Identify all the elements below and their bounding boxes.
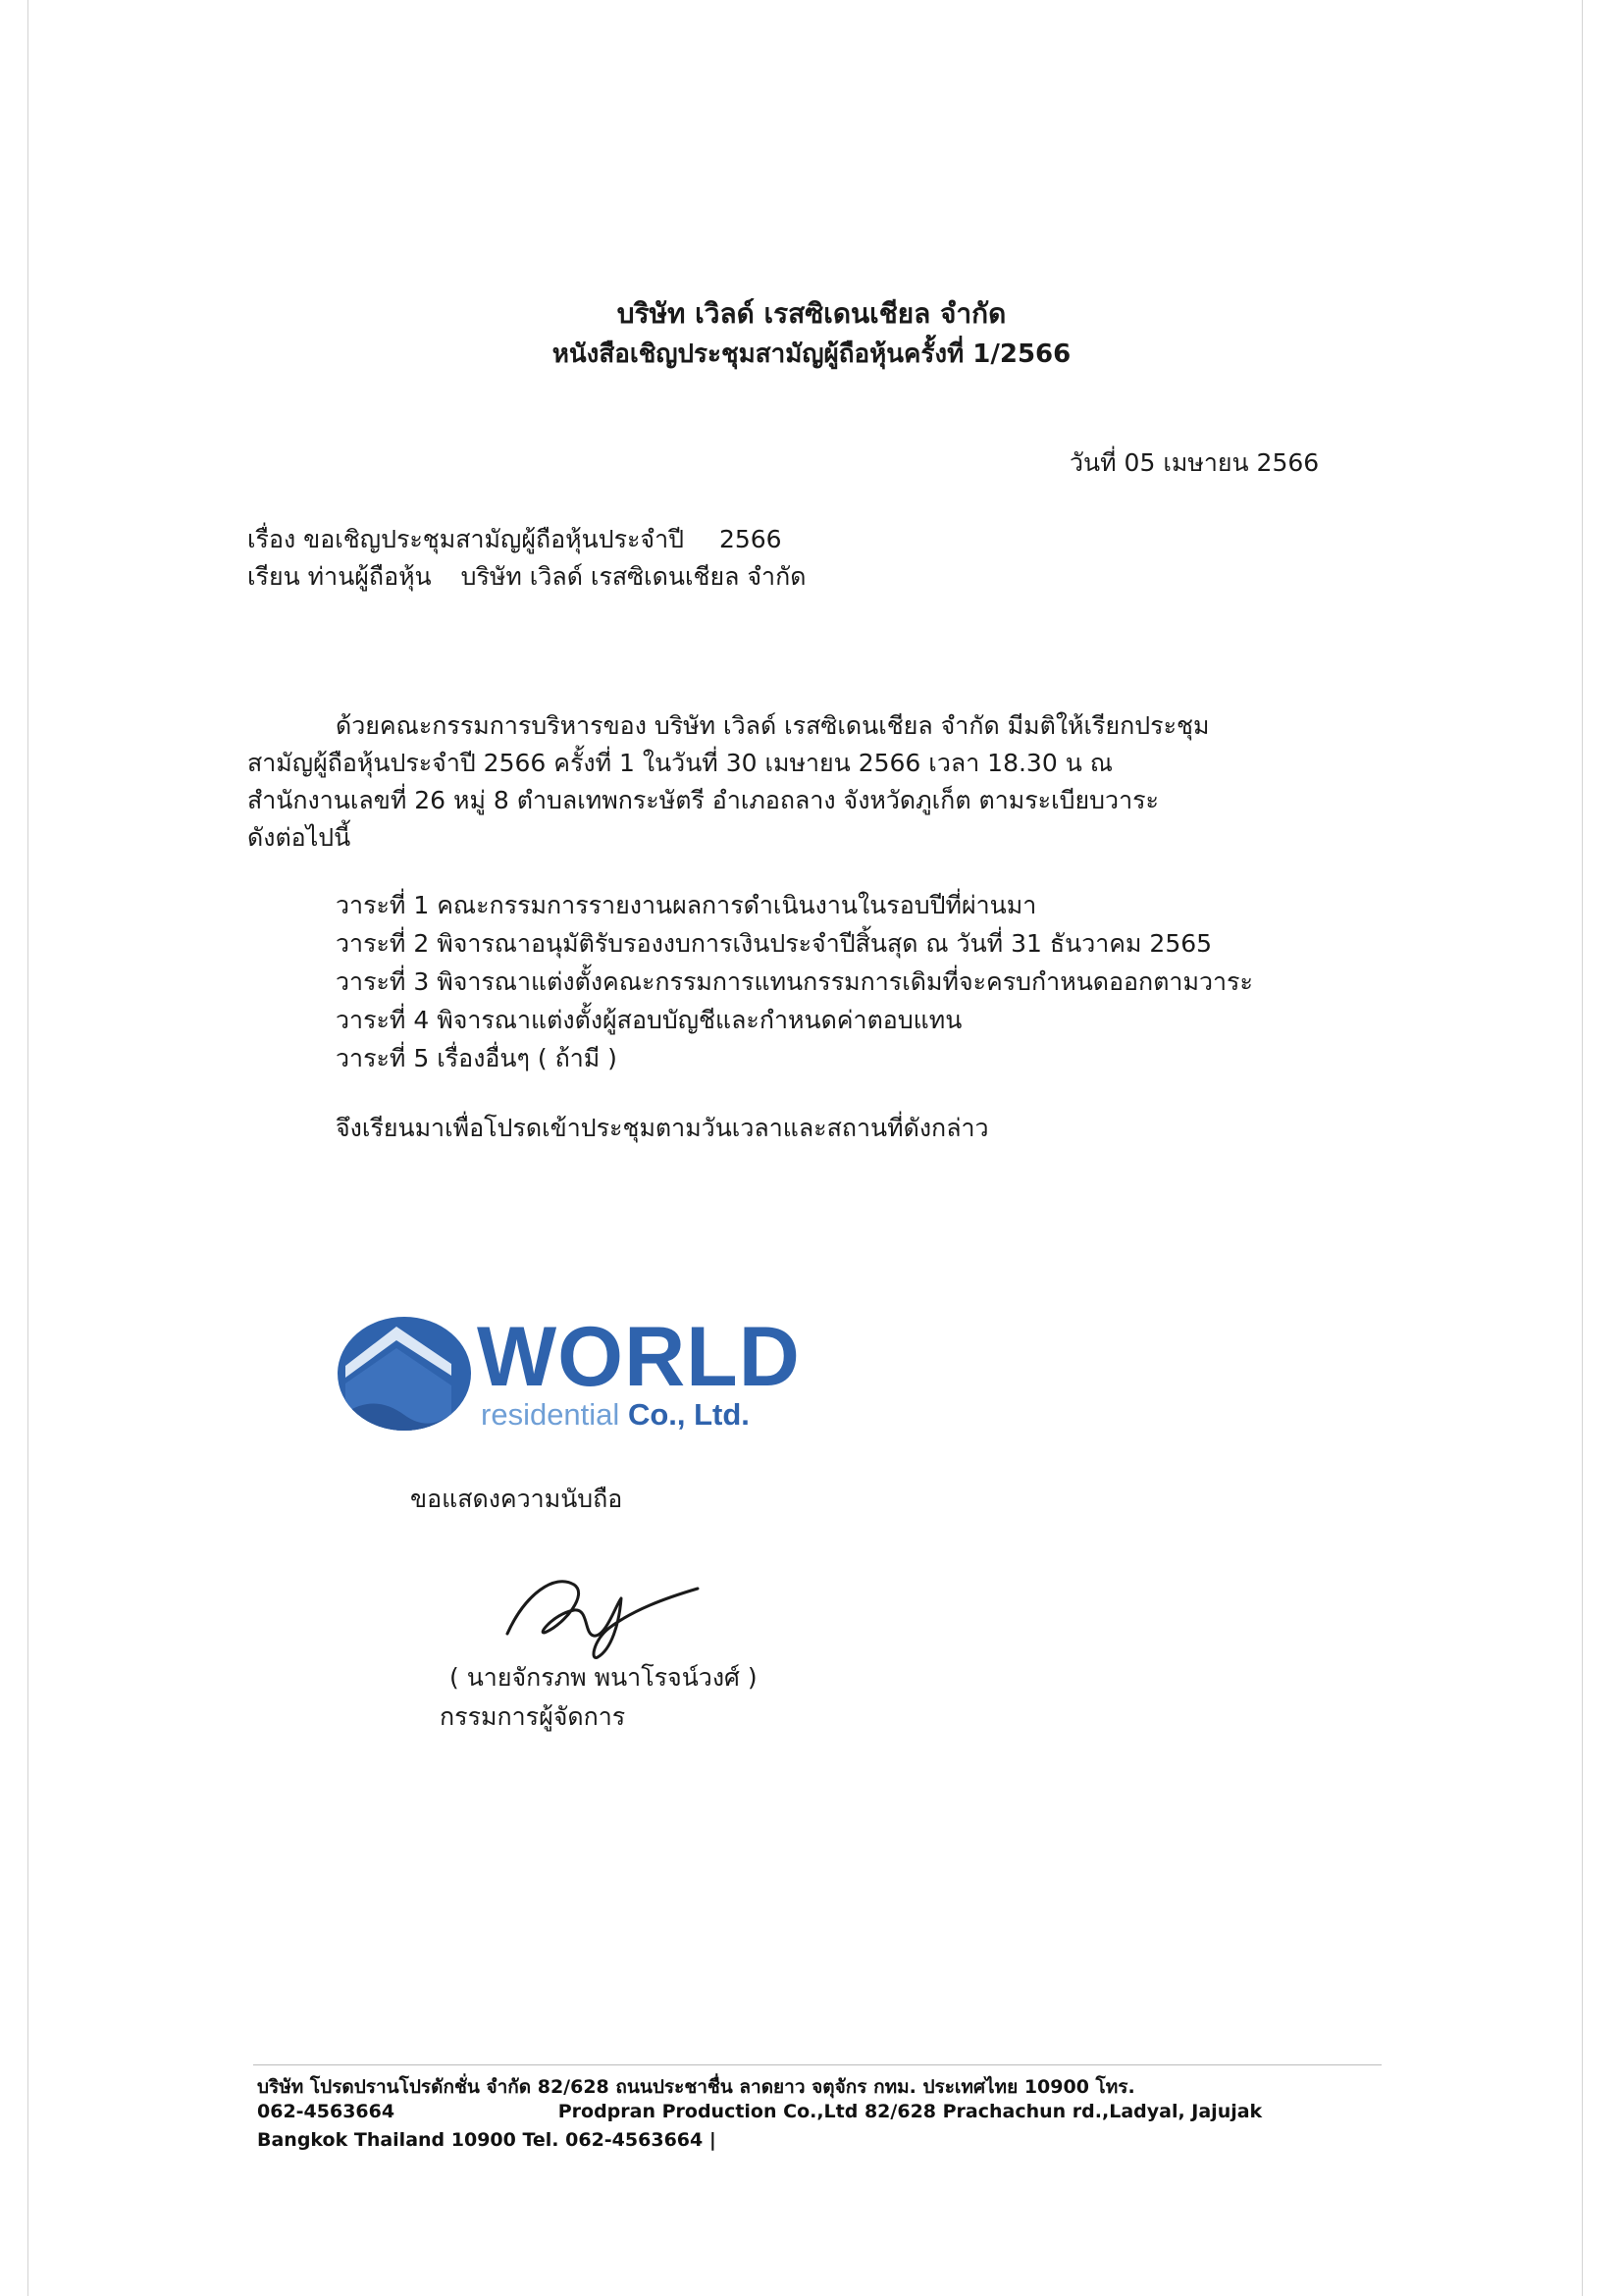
- recipient-line: [247, 557, 806, 597]
- logo-subtitle: [481, 1397, 750, 1433]
- agenda-item: วาระที่ 3 พิจารณาแต่งตั้งคณะกรรมการแทนกรรมการเดิมที่จะครบกำหนดออกตามวาระ: [336, 967, 1253, 996]
- footer-phone: 062-4563664: [257, 2101, 395, 2122]
- signatory-position: กรรมการผู้จัดการ: [440, 1702, 626, 1731]
- agenda-item: วาระที่ 5 เรื่องอื่นๆ ( ถ้ามี ): [336, 1044, 617, 1072]
- agenda-item: วาระที่ 1 คณะกรรมการรายงานผลการดำเนินงานในรอบปีที่ผ่านมา: [336, 891, 1037, 919]
- logo-sub-bold: Co., Ltd.: [627, 1397, 750, 1432]
- handwritten-signature: [496, 1555, 721, 1663]
- footer-rule: [253, 2064, 1382, 2065]
- subject-year: 2566: [718, 525, 782, 553]
- agenda-item: วาระที่ 4 พิจารณาแต่งตั้งผู้สอบบัญชีและกำหนดค่าตอบแทน: [336, 1006, 963, 1034]
- body-line: ดังต่อไปนี้: [247, 823, 351, 852]
- body-line: สามัญผู้ถือหุ้นประจำปี 2566 ครั้งที่ 1 ในวันที่ 30 เมษายน 2566 เวลา 18.30 น ณ: [247, 749, 1113, 777]
- regards-text: ขอแสดงความนับถือ: [410, 1485, 623, 1513]
- recipient-text: ท่านผู้ถือหุ้น: [307, 562, 432, 591]
- company-name: บริษัท เวิลด์ เรสซิเดนเชียล จำกัด: [616, 297, 1007, 330]
- subject-label: เรื่อง: [247, 525, 296, 553]
- closing-text: จึงเรียนมาเพื่อโปรดเข้าประชุมตามวันเวลาและสถานที่ดังกล่าว: [336, 1114, 989, 1142]
- signatory-name: ( นายจักรภพ พนาโรจน์วงศ์ ): [449, 1663, 758, 1692]
- footer-line-thai: บริษัท โปรดปรานโปรดักชั่น จำกัด 82/628 ถนนประชาชื่น ลาดยาว จตุจักร กทม. ประเทศไทย 10900 โทร.: [257, 2076, 1135, 2098]
- footer-english-address: Prodpran Production Co.,Ltd 82/628 Prachachun rd.,Ladyal, Jajujak: [557, 2101, 1263, 2122]
- recipient-label: เรียน: [247, 562, 300, 591]
- subject-line: [247, 520, 782, 559]
- company-logo: [336, 1305, 816, 1442]
- logo-word: WORLD: [477, 1310, 801, 1404]
- subject-text: ขอเชิญประชุมสามัญผู้ถือหุ้นประจำปี: [303, 525, 684, 553]
- recipient-company: บริษัท เวิลด์ เรสซิเดนเชียล จำกัด: [460, 562, 807, 591]
- logo-globe-icon: [336, 1305, 473, 1442]
- agenda-item: วาระที่ 2 พิจารณาอนุมัติรับรองงบการเงินประจำปีสิ้นสุด ณ วันที่ 31 ธันวาคม 2565: [336, 929, 1213, 958]
- letter-title: หนังสือเชิญประชุมสามัญผู้ถือหุ้นครั้งที่ 1/2566: [551, 339, 1072, 369]
- footer-line-city: Bangkok Thailand 10900 Tel. 062-4563664 |: [257, 2129, 716, 2151]
- footer-line-phone: [257, 2101, 1262, 2122]
- body-line: สำนักงานเลขที่ 26 หมู่ 8 ตำบลเทพกระษัตรี อำเภอถลาง จังหวัดภูเก็ต ตามระเบียบวาระ: [247, 786, 1159, 814]
- body-line: ด้วยคณะกรรมการบริหารของ บริษัท เวิลด์ เรสซิเดนเชียล จำกัด มีมติให้เรียกประชุม: [336, 711, 1210, 740]
- letter-date: วันที่ 05 เมษายน 2566: [1070, 448, 1320, 477]
- logo-sub-light: residential: [481, 1397, 620, 1432]
